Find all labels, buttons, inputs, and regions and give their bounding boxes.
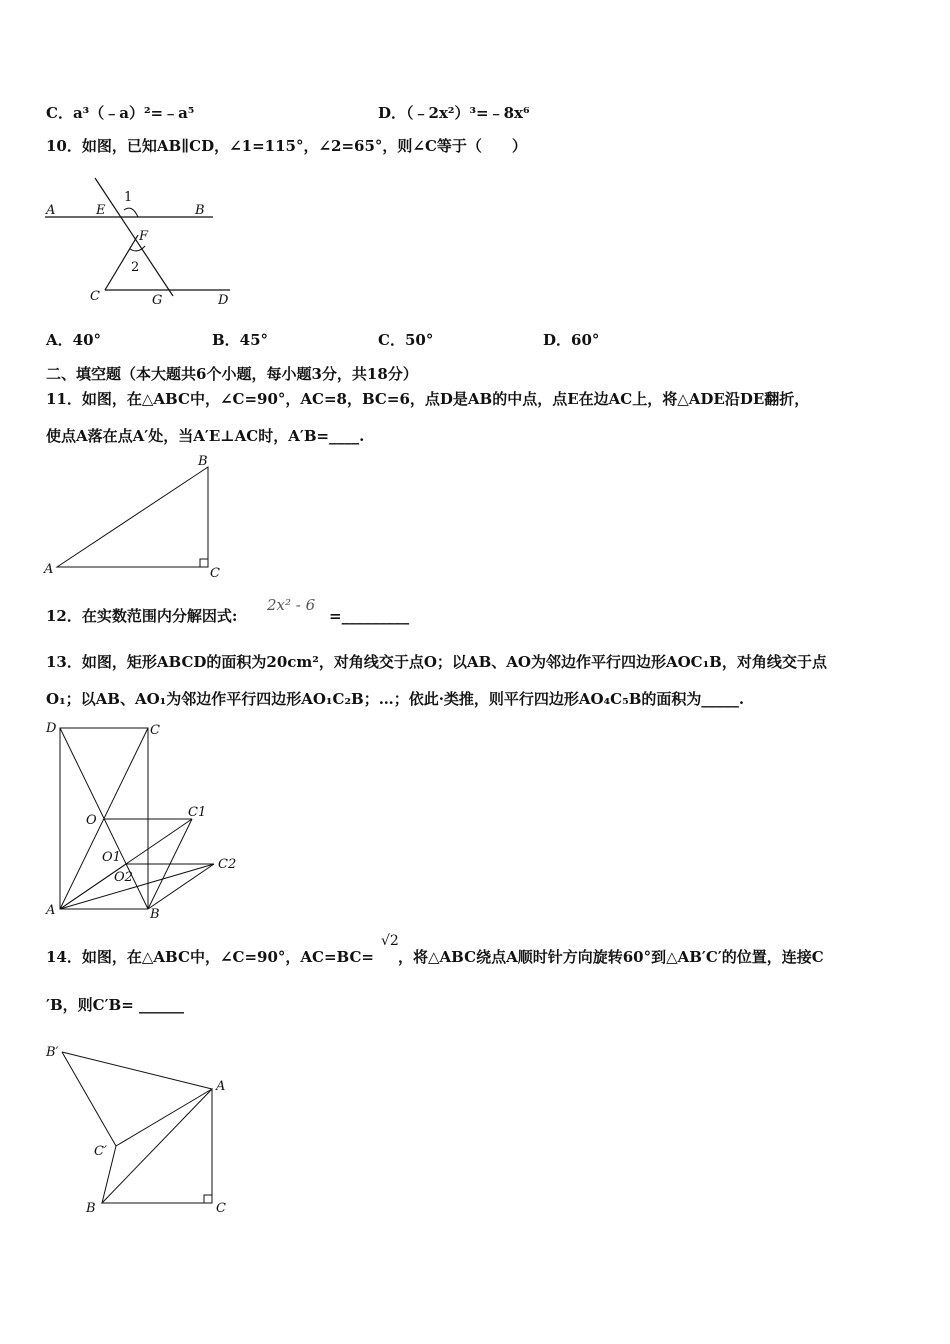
q14-figure bbox=[40, 1040, 240, 1220]
label-d: D bbox=[46, 721, 57, 736]
label-1: 1 bbox=[124, 190, 133, 205]
q14-line1-end: ，将△ABC绕点A顺时针方向旋转60°到△AB′C′的位置，连接C bbox=[398, 948, 824, 966]
label-a: A bbox=[216, 1079, 226, 1094]
label-e: E bbox=[96, 203, 106, 218]
label-cp: C′ bbox=[94, 1144, 107, 1159]
segment-bp-cp bbox=[62, 1052, 116, 1146]
segment-cp-a bbox=[116, 1089, 212, 1146]
q12-answer-blank: =_________ bbox=[329, 607, 410, 625]
label-2: 2 bbox=[131, 260, 140, 275]
right-angle-mark bbox=[204, 1195, 212, 1203]
segment-c2-b bbox=[148, 864, 214, 909]
triangle-abc bbox=[102, 1089, 212, 1203]
label-c: C bbox=[150, 723, 160, 738]
q14-sqrt2: √2 bbox=[381, 933, 399, 949]
q9-option-d: D．（﹣2x²）³=﹣8x⁶ bbox=[378, 104, 530, 122]
label-f: F bbox=[139, 229, 149, 244]
q10-option-d: D．60° bbox=[543, 331, 600, 349]
q14-line2: ′B，则C′B= ______ bbox=[46, 996, 184, 1014]
q12-stem: 12．在实数范围内分解因式: bbox=[46, 607, 238, 625]
q14-line1-start: 14．如图，在△ABC中，∠C=90°，AC=BC= bbox=[46, 948, 375, 966]
q11-line1: 11．如图，在△ABC中，∠C=90°，AC=8，BC=6，点D是AB的中点，点E在边AC上，将△ADE沿DE翻折， bbox=[46, 390, 810, 408]
q11-figure bbox=[40, 455, 230, 580]
label-b: B bbox=[198, 454, 208, 469]
label-bp: B′ bbox=[46, 1045, 59, 1060]
q13-figure bbox=[40, 718, 240, 923]
angle1-arc bbox=[124, 208, 138, 217]
right-angle-mark bbox=[200, 559, 208, 567]
label-c: C bbox=[216, 1201, 226, 1216]
label-o1: O1 bbox=[102, 850, 121, 865]
triangle-abc bbox=[57, 467, 208, 567]
q13-line2: O₁；以AB、AO₁为邻边作平行四边形AO₁C₂B；…；依此·类推，则平行四边形AO₄C₅B的面积为_____. bbox=[46, 690, 745, 708]
label-a: A bbox=[46, 203, 56, 218]
segment-a-bp bbox=[62, 1052, 212, 1089]
label-b: B bbox=[150, 907, 160, 922]
label-a: A bbox=[44, 562, 54, 577]
label-c: C bbox=[210, 566, 220, 581]
label-d: D bbox=[218, 293, 229, 308]
label-b: B bbox=[195, 203, 205, 218]
q10-option-a: A．40° bbox=[46, 331, 102, 349]
label-c2: C2 bbox=[218, 857, 237, 872]
q10-figure bbox=[40, 170, 240, 310]
label-c1: C1 bbox=[188, 805, 207, 820]
label-b: B bbox=[86, 1201, 96, 1216]
q13-line1: 13．如图，矩形ABCD的面积为20cm²，对角线交于点O；以AB、AO为邻边作平行四边形AOC₁B，对角线交于点 bbox=[46, 653, 827, 671]
diagonal-a-c2 bbox=[60, 864, 214, 909]
label-a: A bbox=[46, 903, 56, 918]
section-2-heading: 二、填空题（本大题共6个小题，每小题3分，共18分） bbox=[46, 365, 418, 383]
q9-option-c: C．a³（﹣a）²=﹣a⁵ bbox=[46, 104, 195, 122]
q11-line2: 使点A落在点A′处，当A′E⊥AC时，A′B=____. bbox=[46, 427, 365, 445]
q10-option-b: B．45° bbox=[212, 331, 269, 349]
q12-expression: 2x² - 6 bbox=[267, 596, 316, 614]
label-o: O bbox=[86, 813, 97, 828]
q10-stem: 10．如图，已知AB∥CD，∠1=115°，∠2=65°，则∠C等于（ ） bbox=[46, 137, 527, 155]
label-g: G bbox=[152, 293, 163, 308]
transversal bbox=[95, 178, 173, 296]
label-o2: O2 bbox=[114, 870, 133, 885]
label-c: C bbox=[90, 289, 100, 304]
q10-option-c: C．50° bbox=[378, 331, 434, 349]
